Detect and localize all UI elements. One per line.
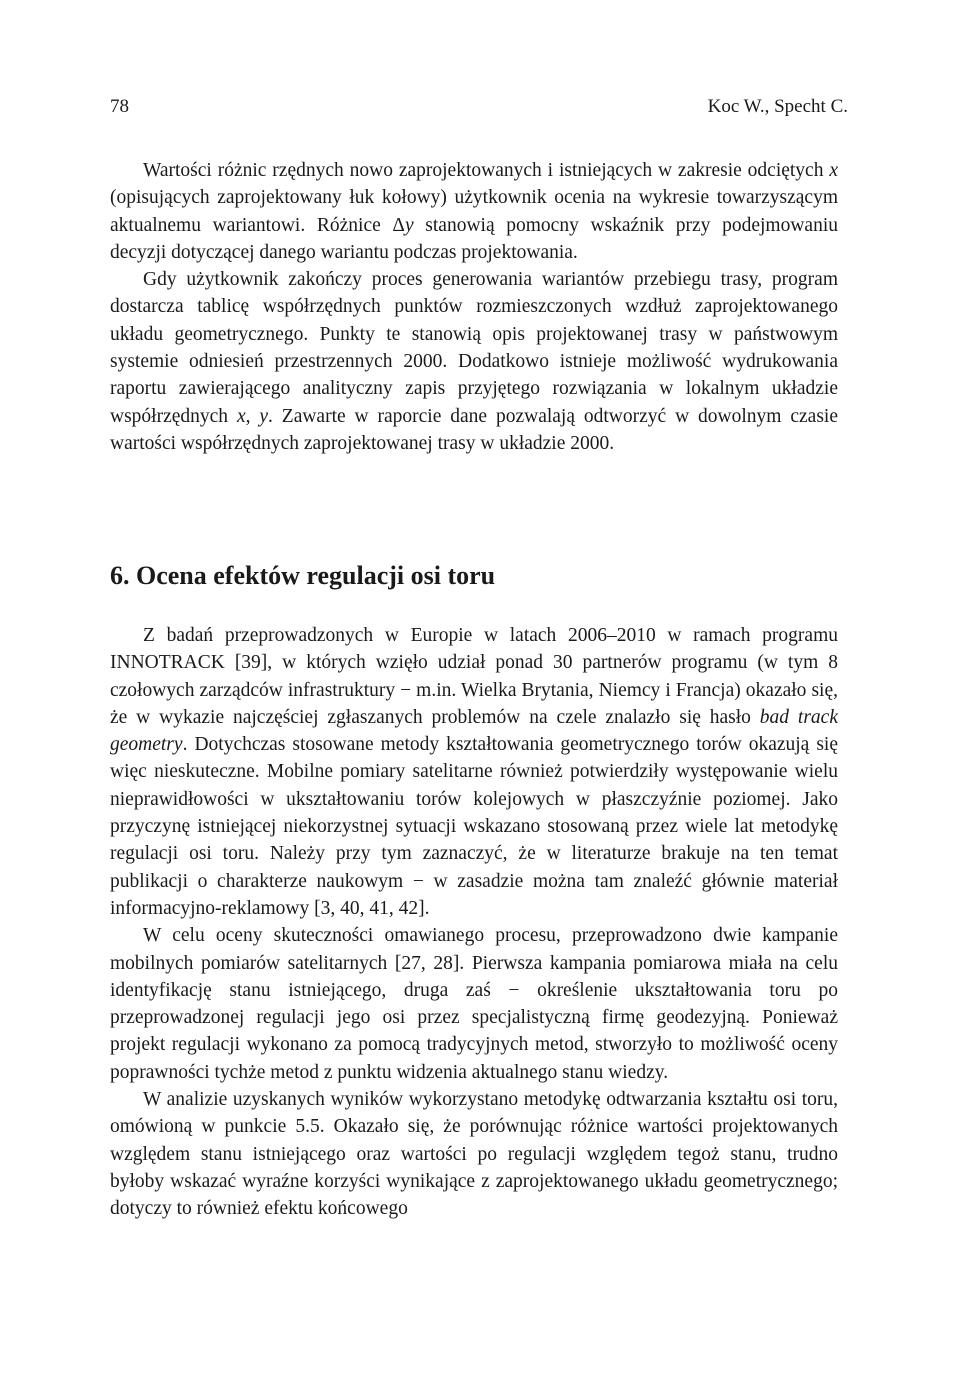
paragraph: W celu oceny skuteczności omawianego procesu, przeprowadzono dwie kampanie mobilnych pomiarów satelitarnych [27, 28]. Pierwsza kampania pomiarowa miała na celu identyfikację stanu istniejącego, druga zaś − określenie ukształtowania toru po przeprowadzonej regulacji jego osi przez specjalistyczną firmę geodezyjną. Ponieważ projekt regulacji wykonano za pomocą tradycyjnych metod, stworzyło to możliwość oceny poprawności tychże metod z punktu widzenia aktualnego stanu wiedzy. — [110, 925, 838, 1083]
running-header — [110, 96, 848, 118]
text-block-intro — [110, 157, 838, 457]
section-heading: 6. Ocena efektów regulacji osi toru — [110, 561, 496, 590]
paragraph: W analizie uzyskanych wyników wykorzystano metodykę odtwarzania kształtu osi toru, omówioną w punkcie 5.5. Okazało się, że porównując różnice wartości projektowanych względem stanu istniejącego oraz wartości po regulacji względem tegoż stanu, trudno byłoby wskazać wyraźne korzyści wynikające z zaprojektowanego układu geometrycznego; dotyczy to również efektu końcowego — [110, 1089, 838, 1220]
paragraph: Z badań przeprowadzonych w Europie w latach 2006–2010 w ramach programu INNOTRACK [39], w których wzięło udział ponad 30 partnerów programu (w tym 8 czołowych zarządców infrastruktury − m.in. Wielka Brytania, Niemcy i Francja) okazało się, że w wykazie najczęściej zgłaszanych problemów na czele znalazło się hasło bad track geometry. Dotychczas stosowane metody kształtowania geometrycznego torów okazują się więc nieskuteczne. Mobilne pomiary satelitarne również potwierdziły występowanie wielu nieprawidłowości w ukształtowaniu torów kolejowych w płaszczyźnie poziomej. Jako przyczynę istniejącej niekorzystnej sytuacji wskazano stosowaną przez wiele lat metodykę regulacji osi toru. Należy przy tym zaznaczyć, że w literaturze brakuje na ten temat publikacji o charakterze naukowym − w zasadzie można tam znaleźć głównie materiał informacyjno-reklamowy [3, 40, 41, 42]. — [110, 625, 838, 919]
italic-term: y — [259, 405, 269, 427]
running-head-authors: Koc W., Specht C. — [707, 96, 848, 117]
italic-term: x — [829, 160, 838, 181]
italic-term: y — [404, 214, 414, 236]
text-block-section-6 — [110, 622, 838, 1223]
italic-term: x — [236, 405, 246, 427]
italic-term: bad track geometry — [110, 706, 838, 756]
paragraph: Wartości różnic rzędnych nowo zaprojektowanych i istniejących w zakresie odciętych x (opisujących zaprojektowany łuk kołowy) użytkownik ocenia na wykresie towarzyszącym aktualnemu wariantowi. Różnice Δy stanowią pomocny wskaźnik przy podejmowaniu decyzji dotyczącej danego wariantu podczas projektowania. — [110, 160, 838, 263]
page-number: 78 — [110, 96, 129, 117]
paragraph: Gdy użytkownik zakończy proces generowania wariantów przebiegu trasy, program dostarcza tablicę współrzędnych punktów rozmieszczonych wzdłuż zaprojektowanego układu geometrycznego. Punkty te stanowią opis projektowanej trasy w państwowym systemie odniesień przestrzennych 2000. Dodatkowo istnieje możliwość wydrukowania raportu zawierającego analityczny zapis przyjętego rozwiązania w lokalnym układzie współrzędnych x, y. Zawarte w raporcie dane pozwalają odtworzyć w dowolnym czasie wartości współrzędnych zaprojektowanej trasy w układzie 2000. — [110, 269, 838, 454]
